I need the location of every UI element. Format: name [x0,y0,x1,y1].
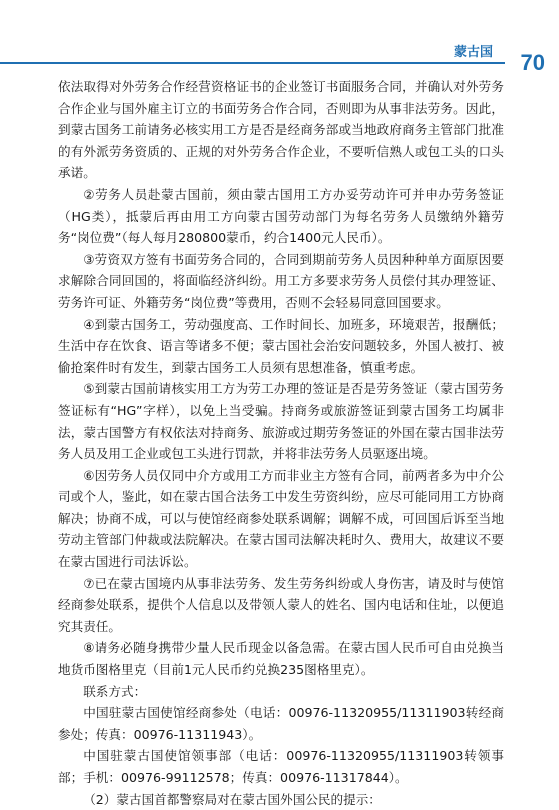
header-rule [0,62,505,64]
contact-commercial-office: 中国驻蒙古国使馆经商参处（电话：00976-11320955/11311903转经商参处；传真：00976-11311943）。 [58,705,504,742]
paragraph-continuation: 依法取得对外劳务合作经营资格证书的企业签订书面服务合同，并确认对外劳务合作企业与国外雇主订立的书面劳务合作合同，否则即为从事非法劳务。因此，到蒙古国务工前请务必核实用工方是否是经商务部或当地政府商务主管部门批准的有外派劳务资质的、正规的对外劳务合作企业，不要听信熟人或包工头的口头承诺。 [58,79,504,181]
page-number: 70 [520,50,545,75]
paragraph-work-conditions: ④到蒙古国务工，劳动强度高、工作时间长、加班多，环境艰苦，报酬低；生活中存在饮食、语言等诸多不便；蒙古国社会治安问题较多，外国人被打、被偷抢案件时有发生，到蒙古国务工人员须有思想准备，慎重考虑。 [58,316,504,375]
contact-heading: 联系方式： [83,683,147,699]
paragraph-visa-requirement: ②劳务人员赴蒙古国前，须由蒙古国用工方办妥劳动许可并申办劳务签证（HG类），抵蒙后再由用工方向蒙古国劳动部门为每名劳务人员缴纳外籍劳务“岗位费”（每人每月280800蒙币，约合1400元人民币）。 [58,186,504,246]
paragraph-contract-dispute: ③劳资双方签有书面劳务合同的，合同到期前劳务人员因种种单方面原因要求解除合同回国的，将面临经济纠纷。用工方多要求劳务人员偿付其办理签证、劳务许可证、外籍劳务“岗位费”等费用，否则不会轻易同意回国要求。 [58,251,504,310]
contact-consular-department: 中国驻蒙古国使馆领事部（电话：00976-11320955/11311903转领事部；手机：00976-99112578；传真：00976-11317844）。 [58,748,504,785]
paragraph-illegal-work: ⑦已在蒙古国境内从事非法劳务、发生劳务纠纷或人身伤害，请及时与使馆经商参处联系，提供个人信息以及带领人蒙人的姓名、国内电话和住址，以便追究其责任。 [58,575,504,634]
section-label: 蒙古国 [453,45,493,60]
document-body [58,76,504,810]
paragraph-cash: ⑧请务必随身携带少量人民币现金以备急需。在蒙古国人民币可自由兑换当地货币图格里克（目前1元人民币约兑换235图格里克）。 [58,640,504,678]
paragraph-visa-type: ⑤到蒙古国前请核实用工方为劳工办理的签证是否是劳务签证（蒙古国劳务签证标有“HG”字样），以免上当受骗。持商务或旅游签证到蒙古国务工均属非法，蒙古国警方有权依法对持商务、旅游或过期劳务签证的外国在蒙古国非法劳务人员及用工企业或包工头进行罚款，并将非法劳务人员驱逐出境。 [58,381,504,462]
paragraph-dispute-resolution: ⑥因劳务人员仅同中介方或用工方而非业主方签有合同，前两者多为中介公司或个人，鉴此，如在蒙古国合法务工中发生劳资纠纷，应尽可能同用工方协商解决；协商不成，可以与使馆经商参处联系调解；调解不成，可回国后诉至当地劳动主管部门仲裁或法院解决。在蒙古国司法解决耗时久、费用大，故建议不要在蒙古国进行司法诉讼。 [58,467,504,570]
section-heading-police-notice: （2）蒙古国首都警察局对在蒙古国外国公民的提示： [83,791,381,807]
